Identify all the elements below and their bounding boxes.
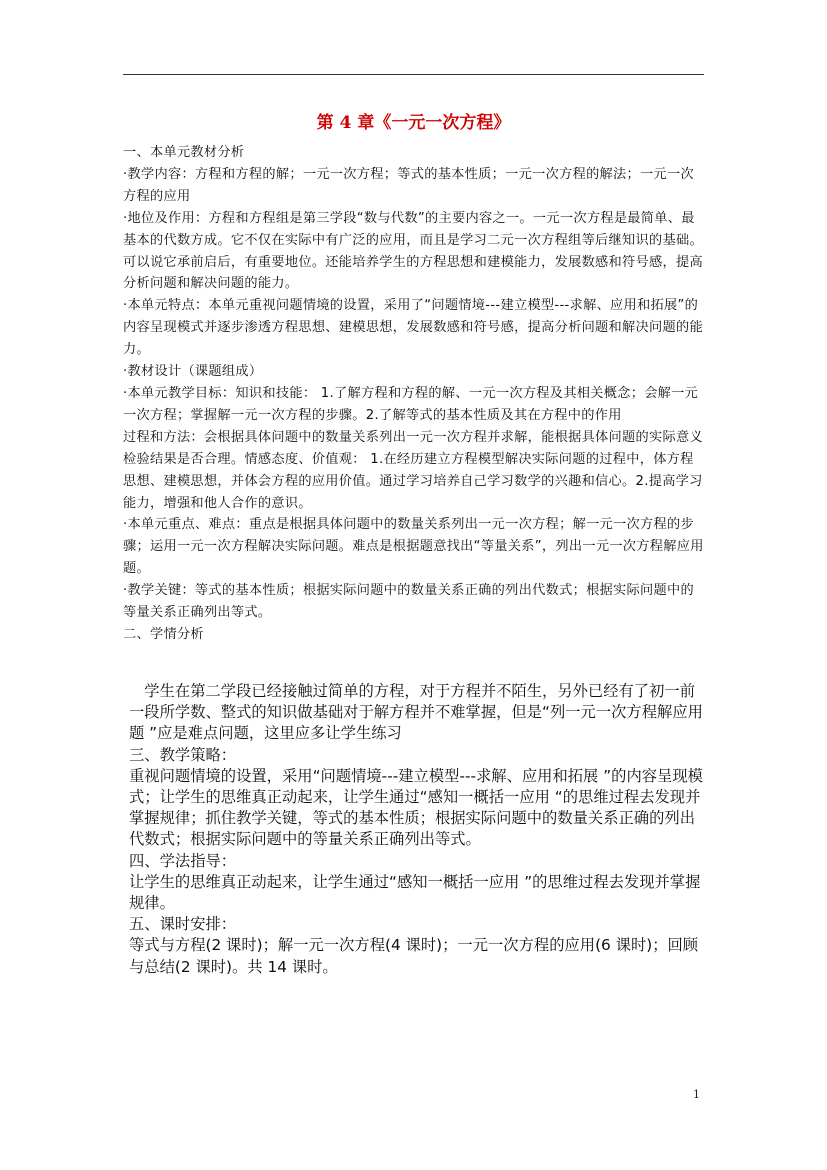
paragraph-features: ·本单元特点：本单元重视问题情境的设置，采用了“问题情境---建立模型---求解、应用和拓展”的内容呈现模式并逐步渗透方程思想、建模思想，发展数感和符号感，提高分析问题和解决问题的能力。	[123, 298, 703, 358]
paragraph-design: ·教材设计（课题组成）	[123, 364, 263, 380]
heading-schedule: 五、课时安排：	[129, 915, 237, 934]
paragraph-objectives: ·本单元教学目标：知识和技能： 1.了解方程和方程的解、一元一次方程及其相关概念；会解一元一次方程；掌握解一元一次方程的步骤。2.了解等式的基本性质及其在方程中的作用	[123, 385, 699, 423]
paragraph-role: ·地位及作用：方程和方程组是第三学段“数与代数”的主要内容之一。一元一次方程是最简单、最基本的代数方成。它不仅在实际中有广泛的应用，而且是学习二元一次方程组等后继知识的基础。可以说它承前启后，有重要地位。还能培养学生的方程思想和建模能力，发展数感和符号感，提高分析问题和解决问题的能力。	[123, 210, 703, 292]
page-number: 1	[693, 1088, 700, 1101]
heading-unit-analysis: 一、本单元教材分析	[123, 145, 245, 160]
paragraph-study-guide: 让学生的思维真正动起来，让学生通过“感知一概括一应用 ”的思维过程去发现并掌握规律。	[129, 872, 701, 913]
paragraph-content: ·教学内容：方程和方程的解；一元一次方程；等式的基本性质；一元一次方程的解法；一元一次方程的应用	[123, 166, 694, 204]
heading-study-guide: 四、学法指导：	[129, 851, 237, 870]
paragraph-schedule: 等式与方程(2 课时)；解一元一次方程(4 课时)；一元一次方程的应用(6 课时)；回顾与总结(2 课时)。共 14 课时。	[129, 936, 699, 976]
paragraph-student-analysis: 学生在第二学段已经接触过简单的方程，对于方程并不陌生，另外已经有了初一前一段所学数、整式的知识做基础对于解方程并不难掌握，但是“列一元一次方程解应用题 ”应是难点问题，这里应多让学生练习	[129, 682, 703, 743]
paragraph-key-point: ·教学关键：等式的基本性质；根据实际问题中的数量关系正确的列出代数式；根据实际问题中的等量关系正确列出等式。	[123, 583, 694, 621]
paragraph-key-difficult: ·本单元重点、难点：重点是根据具体问题中的数量关系列出一元一次方程；解一元一次方程的步骤；运用一元一次方程解决实际问题。难点是根据题意找出“等量关系”，列出一元一次方程解应用题。	[123, 517, 704, 577]
document-title: 第 4 章《一元一次方程》	[316, 113, 511, 133]
header-rule	[123, 74, 704, 75]
paragraph-teaching-strategy: 重视问题情境的设置，采用“问题情境---建立模型---求解、应用和拓展 ”的内容呈现模式；让学生的思维真正动起来，让学生通过“感知一概括一应用 “的思维过程去发现并掌握规律；抓住教学关键，等式的基本性质；根据实际问题中的数量关系正确的列出代数式；根据实际问题中的等量关系正确列出等式。	[129, 766, 703, 849]
heading-student-analysis: 二、学情分析	[123, 626, 204, 642]
section-unit-analysis	[123, 142, 707, 646]
section-teaching-plan	[129, 681, 704, 978]
paragraph-process-methods: 过程和方法：会根据具体问题中的数量关系列出一元一次方程并求解，能根据具体问题的实际意义检验结果是否合理。情感态度、价值观： 1.在经历建立方程模型解决实际问题的过程中，体方程思想、建模思想，并体会方程的应用价值。通过学习培养自己学习数学的兴趣和信心。2.提高学习能力，增强和他人合作的意识。	[123, 429, 703, 511]
heading-teaching-strategy: 三、教学策略：	[129, 745, 237, 764]
